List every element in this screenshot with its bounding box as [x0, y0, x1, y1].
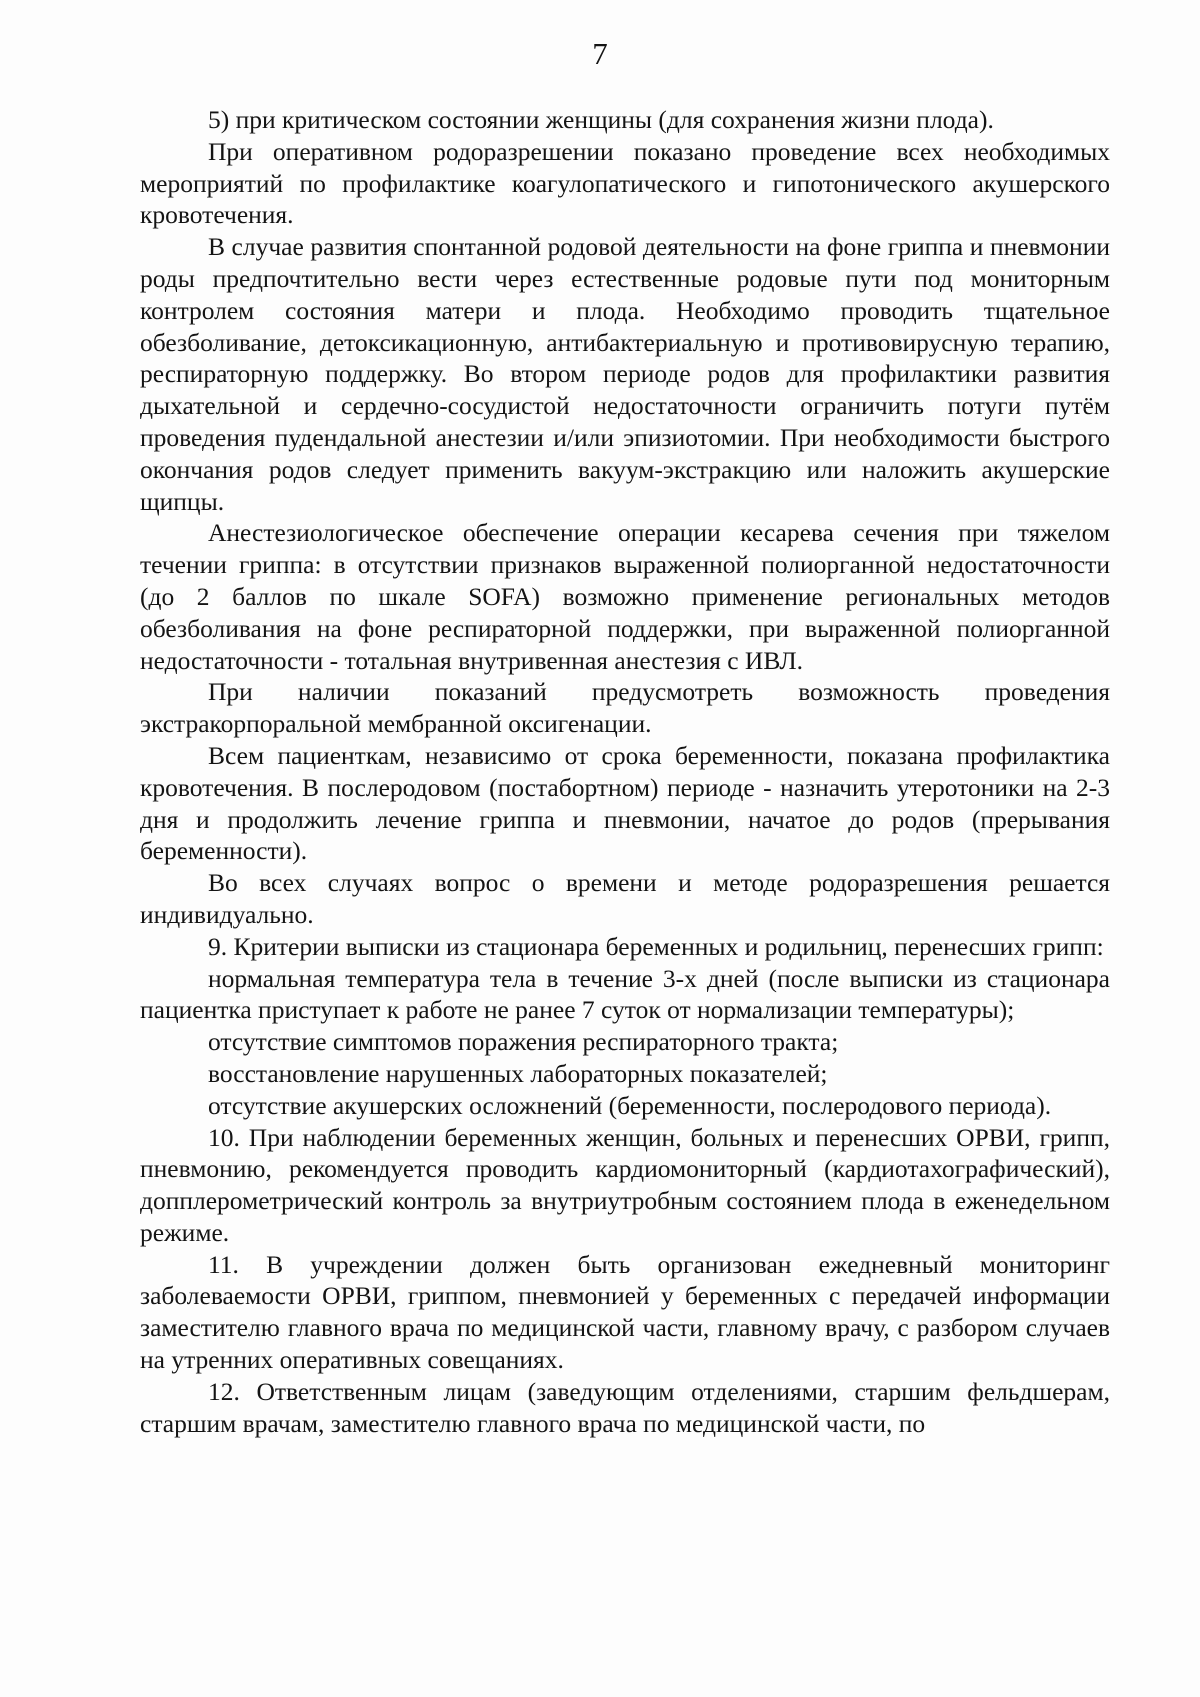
list-item-respiratory: отсутствие симптомов поражения респираторного тракта; — [208, 1027, 839, 1057]
document-body — [140, 104, 1110, 1439]
paragraph-operative-delivery: При оперативном родоразрешении показано проведение всех необходимых мероприятий по профилактике коагулопатического и гипотонического акушерского кровотечения. — [140, 136, 1110, 230]
paragraph-discharge-criteria: 9. Критерии выписки из стационара беременных и родильниц, перенесших грипп: — [208, 931, 1104, 961]
list-item-lab-values: восстановление нарушенных лабораторных показателей; — [208, 1058, 828, 1088]
list-item-temperature: нормальная температура тела в течение 3-х дней (после выписки из стационара пациентка приступает к работе не ранее 7 суток от нормализации температуры); — [140, 963, 1110, 1025]
paragraph-critical-condition: 5) при критическом состоянии женщины (для сохранения жизни плода). — [208, 105, 994, 134]
paragraph-anesthesia: Анестезиологическое обеспечение операции кесарева сечения при тяжелом течении гриппа: в отсутствии признаков выраженной полиорганной недостаточности (до 2 баллов по шкале SOFA) возможно применение региональных методов обезболивания на фоне респираторной поддержки, при выраженной полиорганной недостаточности - тотальная внутривенная анестезия с ИВЛ. — [140, 518, 1110, 675]
paragraph-responsible-persons: 12. Ответственным лицам (заведующим отделениями, старшим фельдшерам, старшим врачам, заместителю главного врача по медицинской части, по — [140, 1376, 1110, 1438]
page-number: 7 — [592, 36, 608, 71]
paragraph-bleeding-prevention: Всем пациенткам, независимо от срока беременности, показана профилактика кровотечения. В послеродовом (постабортном) периоде - назначить утеротоники на 2-3 дня и продолжить лечение гриппа и пневмонии, начатое до родов (прерывания беременности). — [140, 740, 1110, 866]
paragraph-fetal-monitoring: 10. При наблюдении беременных женщин, больных и перенесших ОРВИ, грипп, пневмонию, рекомендуется проводить кардиомониторный (кардиотахографический), допплерометрический контроль за внутриутробным состоянием плода в еженедельном режиме. — [140, 1122, 1110, 1247]
paragraph-daily-monitoring: 11. В учреждении должен быть организован ежедневный мониторинг заболеваемости ОРВИ, гриппом, пневмонией у беременных с передачей информации заместителю главного врача по медицинской части, главному врачу, с разбором случаев на утренних оперативных совещаниях. — [140, 1249, 1110, 1375]
list-item-obstetric-complications: отсутствие акушерских осложнений (беременности, послеродового периода). — [208, 1090, 1052, 1120]
paragraph-individual-decision: Во всех случаях вопрос о времени и методе родоразрешения решается индивидуально. — [140, 868, 1110, 929]
paragraph-ecmo: При наличии показаний предусмотреть возможность проведения экстракорпоральной мембранной оксигенации. — [140, 677, 1110, 739]
paragraph-spontaneous-labor: В случае развития спонтанной родовой деятельности на фоне гриппа и пневмонии роды предпочтительно вести через естественные родовые пути под мониторным контролем состояния матери и плода. Необходимо проводить тщательное обезболивание, детоксикационную, антибактериальную и противовирусную терапию, респираторную поддержку. Во втором периоде родов для профилактики развития дыхательной и сердечно-сосудистой недостаточности ограничить потуги путём проведения пудендальной анестезии и/или эпизиотомии. При необходимости быстрого окончания родов следует применить вакуум-экстракцию или наложить акушерские щипцы. — [140, 232, 1110, 516]
